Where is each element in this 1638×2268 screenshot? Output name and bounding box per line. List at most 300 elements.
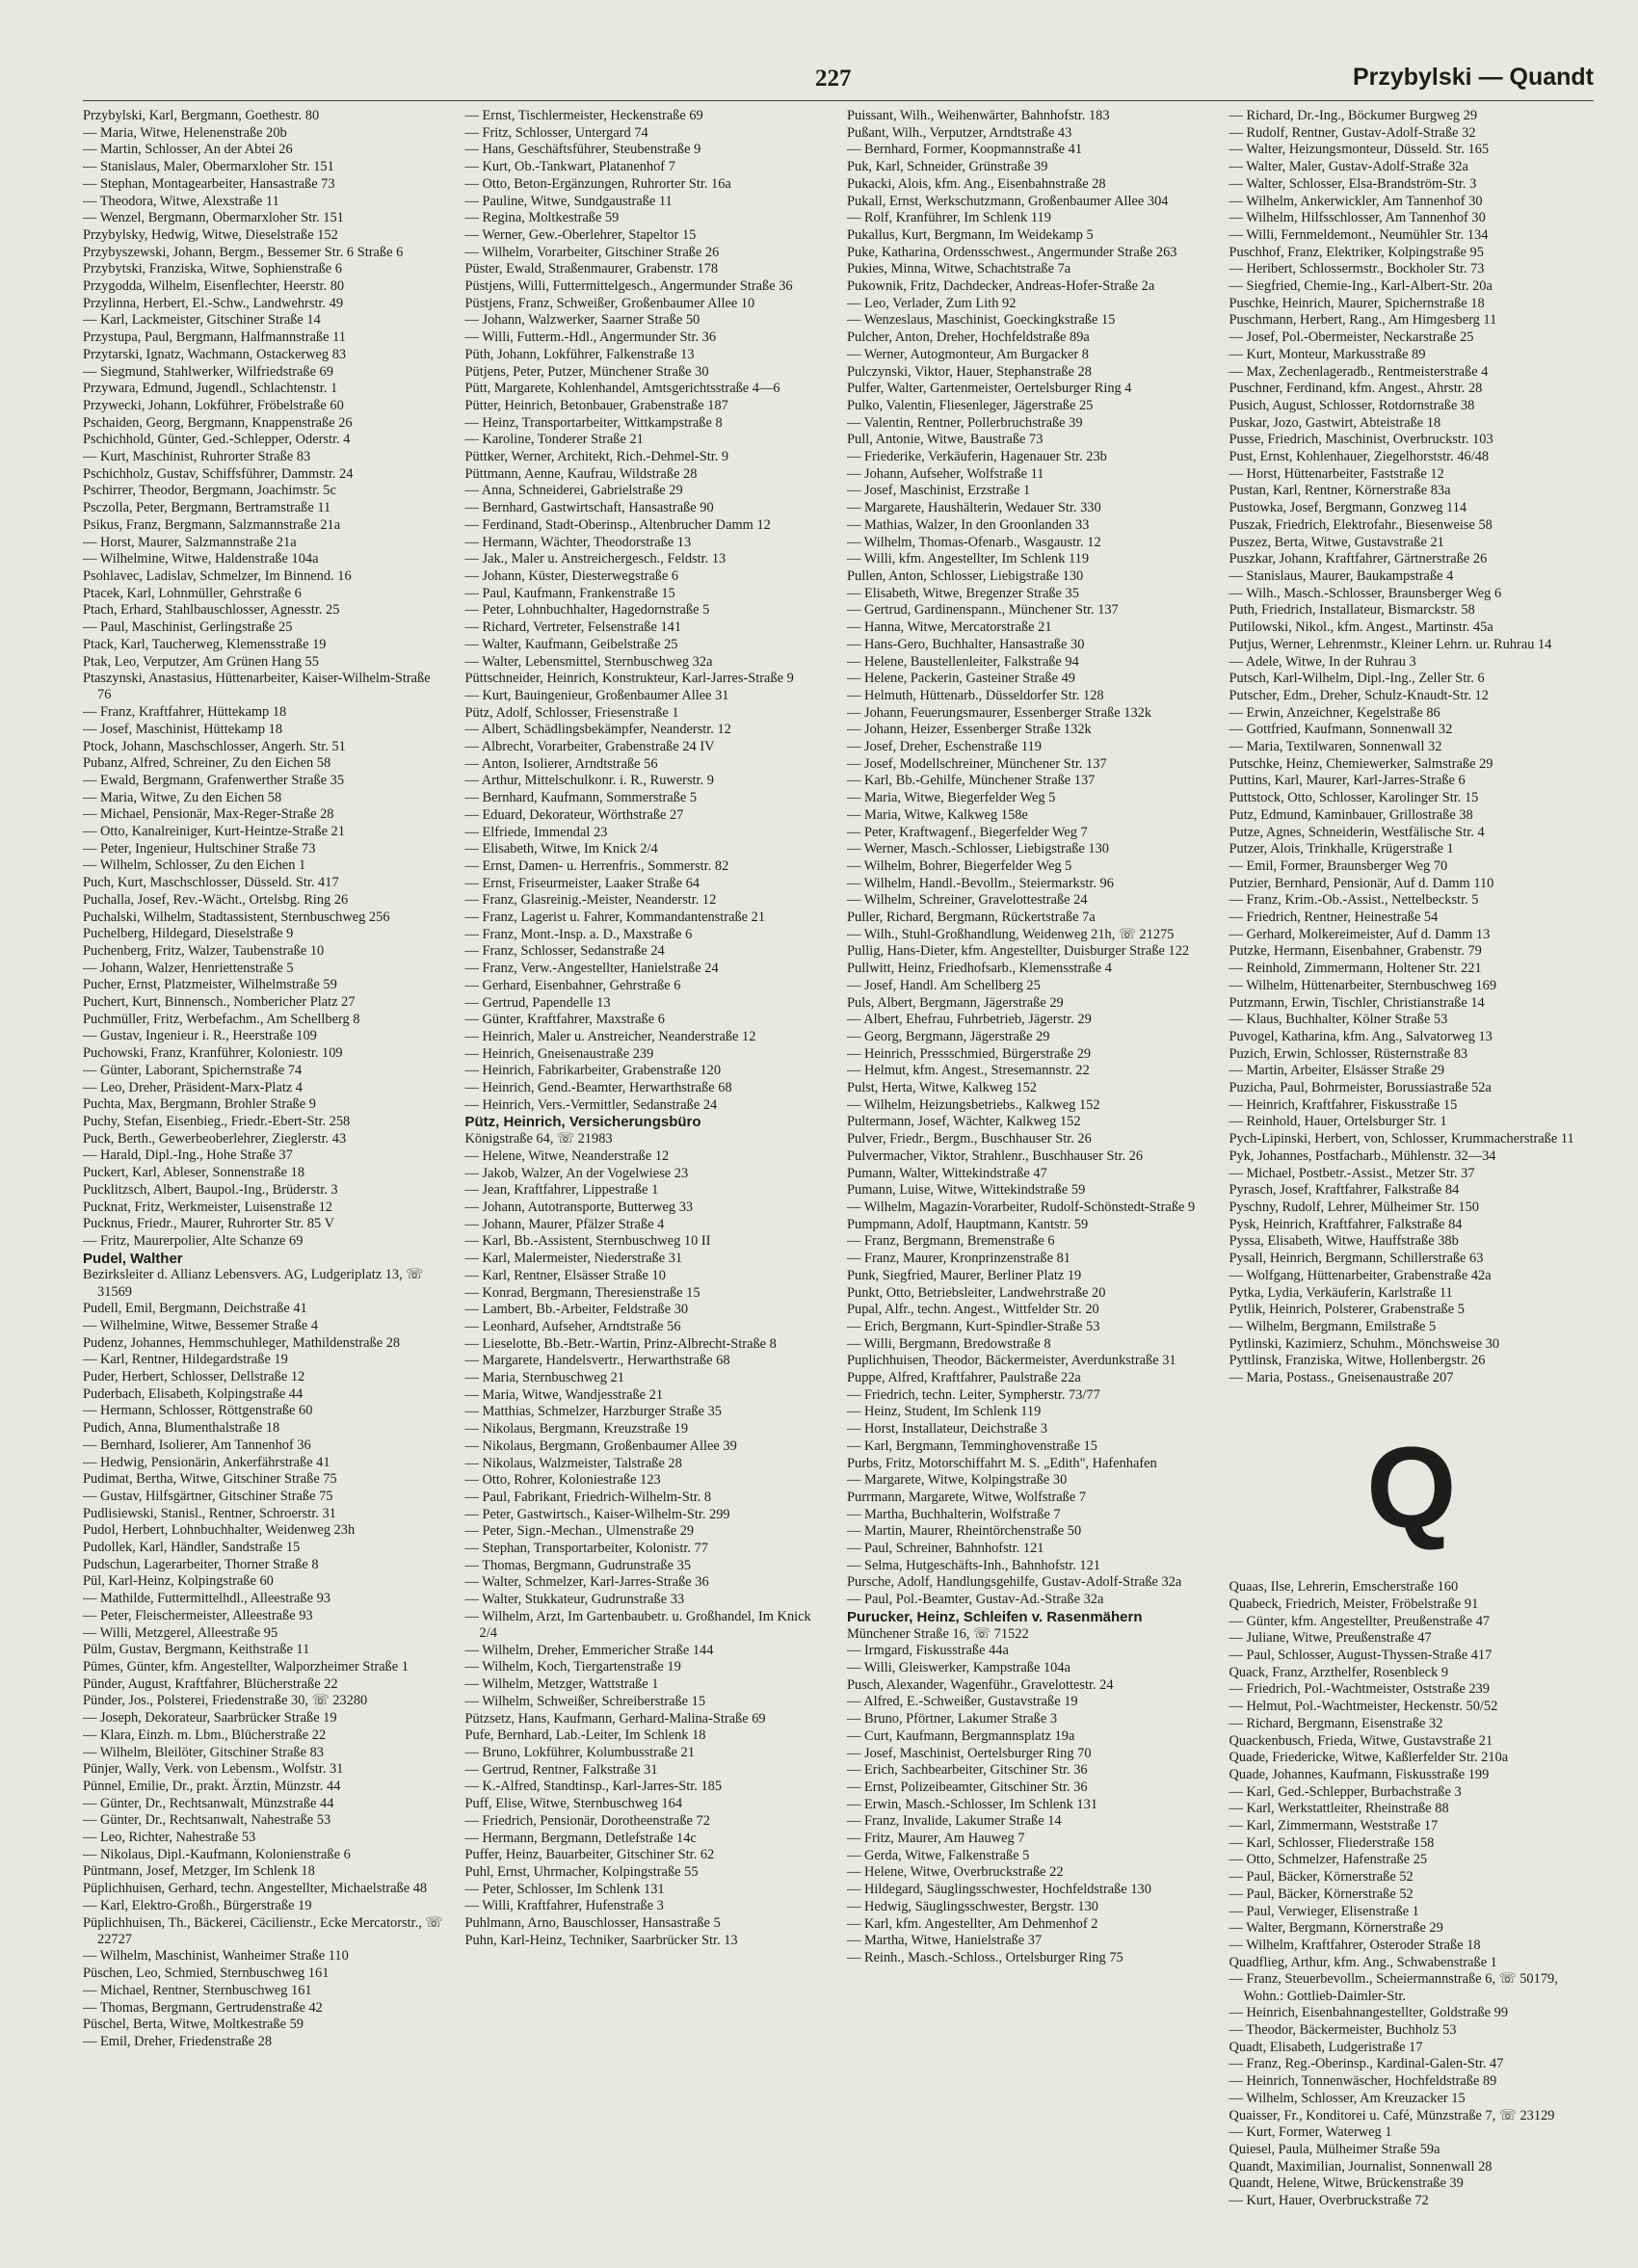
directory-entry: — Wilhelm, Maschinist, Wanheimer Straße 110 (83, 1948, 349, 1965)
directory-entry: Königstraße 64, ☏ 21983 (464, 1131, 613, 1147)
directory-entry: — Kurt, Ob.-Tankwart, Platanenhof 7 (464, 159, 675, 175)
directory-entry: — Peter, Ingenieur, Hultschiner Straße 73 (83, 840, 316, 857)
directory-entry: Pusse, Friedrich, Maschinist, Overbruckstr. 103 (1228, 432, 1493, 448)
columns (83, 108, 1594, 2210)
directory-entry: — Wilh., Stuhl-Großhandlung, Weidenweg 21h, ☏ 21275 (847, 926, 1175, 942)
directory-entry: — Heinrich, Gneisenaustraße 239 (464, 1045, 654, 1062)
directory-entry: — Walter, Lebensmittel, Sternbuschweg 32a (464, 653, 713, 670)
directory-entry: Pukownik, Fritz, Dachdecker, Andreas-Hofer-Straße 2a (847, 278, 1155, 295)
directory-entry: Pschichhold, Günter, Ged.-Schlepper, Oderstr. 4 (83, 432, 351, 448)
directory-entry: — Peter, Fleischermeister, Alleestraße 93 (83, 1607, 313, 1623)
directory-entry: Puzich, Erwin, Schlosser, Rüsternstraße 83 (1228, 1045, 1468, 1062)
directory-entry: Puckert, Karl, Ableser, Sonnenstraße 18 (83, 1165, 305, 1181)
directory-entry: — Bernhard, Isolierer, Am Tannenhof 36 (83, 1437, 311, 1453)
directory-entry: Quiesel, Paula, Mülheimer Straße 59a (1228, 2141, 1440, 2157)
directory-entry: — Nikolaus, Bergmann, Kreuzstraße 19 (464, 1421, 689, 1437)
directory-entry: — Helene, Witwe, Overbruckstraße 22 (847, 1864, 1064, 1881)
directory-entry: — Wilhelm, Handl.-Bevollm., Steiermarkstr. 96 (847, 875, 1114, 891)
directory-entry: Pünnel, Emilie, Dr., prakt. Ärztin, Münzstr. 44 (83, 1778, 341, 1794)
directory-entry: — Hans-Gero, Buchhalter, Hansastraße 30 (847, 636, 1085, 652)
directory-entry: Pukies, Minna, Witwe, Schachtstraße 7a (847, 261, 1071, 277)
directory-entry: — Willi, Fernmeldemont., Neumühler Str. 134 (1228, 226, 1489, 243)
directory-entry: — Josef, Pol.-Obermeister, Neckarstraße 25 (1228, 330, 1474, 346)
directory-entry: — Hedwig, Pensionärin, Ankerfährstraße 41 (83, 1454, 330, 1470)
directory-entry: — Friedrich, Pensionär, Dorotheenstraße 72 (464, 1812, 710, 1829)
directory-entry: — Karl, Ged.-Schlepper, Burbachstraße 3 (1228, 1783, 1462, 1800)
directory-entry: Püster, Ewald, Straßenmaurer, Grabenstr. 178 (464, 261, 719, 277)
directory-entry: Puchy, Stefan, Eisenbieg., Friedr.-Ebert-Str. 258 (83, 1113, 351, 1129)
directory-entry: — Reinhold, Hauer, Ortelsburger Str. 1 (1228, 1114, 1447, 1130)
directory-entry: — Friedrich, techn. Leiter, Sympherstr. 73/77 (847, 1386, 1100, 1403)
directory-entry: Pyrasch, Josef, Kraftfahrer, Falkstraße 84 (1228, 1182, 1460, 1199)
directory-entry: — Gertrud, Rentner, Falkstraße 31 (464, 1761, 658, 1778)
directory-entry: Putscher, Edm., Dreher, Schulz-Knaudt-Str. 12 (1228, 687, 1489, 703)
directory-entry: Pusch, Alexander, Wagenführ., Gravelottestr. 24 (847, 1676, 1114, 1693)
directory-entry: Püth, Johann, Lokführer, Falkenstraße 13 (464, 346, 695, 362)
directory-entry: Pusich, August, Schlosser, Rotdornstraße 38 (1228, 397, 1475, 413)
directory-entry: — Josef, Handl. Am Schellberg 25 (847, 977, 1041, 993)
directory-entry: Pullwitt, Heinz, Friedhofsarb., Klemensstraße 4 (847, 961, 1112, 977)
directory-entry: — Karl, Elektro-Großh., Bürgerstraße 19 (83, 1897, 312, 1913)
directory-entry: — Wilhelm, Bergmann, Emilstraße 5 (1228, 1318, 1437, 1334)
directory-entry: — Paul, Fabrikant, Friedrich-Wilhelm-Str. 8 (464, 1489, 712, 1505)
directory-entry: Puszez, Berta, Witwe, Gustavstraße 21 (1228, 534, 1444, 550)
directory-entry: — Hermann, Schlosser, Röttgenstraße 60 (83, 1403, 313, 1419)
directory-entry: Pütjens, Peter, Putzer, Münchener Straße 30 (464, 363, 709, 380)
directory-entry: Pudenz, Johannes, Hemmschuhleger, Mathildenstraße 28 (83, 1334, 401, 1351)
directory-entry: — Alfred, E.-Schweißer, Gustavstraße 19 (847, 1694, 1078, 1710)
directory-entry: Pubanz, Alfred, Schreiner, Zu den Eichen 58 (83, 755, 331, 772)
directory-entry: — Wolfgang, Hüttenarbeiter, Grabenstraße 42a (1228, 1267, 1492, 1283)
directory-entry: — Willi, Futterm.-Hdl., Angermunder Str. 36 (464, 330, 717, 346)
directory-entry: — Walter, Schlosser, Elsa-Brandström-Str. 3 (1228, 175, 1477, 192)
directory-entry: Puchelberg, Hildegard, Dieselstraße 9 (83, 926, 294, 942)
directory-entry: — Willi, Metzgerel, Alleestraße 95 (83, 1624, 278, 1641)
directory-entry: Pumpmann, Adolf, Hauptmann, Kantstr. 59 (847, 1216, 1089, 1232)
directory-entry: — Johann, Walzer, Henriettenstraße 5 (83, 960, 294, 976)
directory-entry: Putschke, Heinz, Chemiewerker, Salmstraße 29 (1228, 755, 1493, 772)
directory-entry: — Rudolf, Rentner, Gustav-Adolf-Straße 32 (1228, 124, 1476, 141)
directory-entry: Puff, Elise, Witwe, Sternbuschweg 164 (464, 1796, 683, 1812)
directory-entry: — Kurt, Hauer, Overbruckstraße 72 (1228, 2193, 1429, 2209)
directory-entry: Quabeck, Friedrich, Meister, Fröbelstraße 91 (1228, 1596, 1479, 1612)
directory-entry: — Gustav, Ingenieur i. R., Heerstraße 109 (83, 1028, 317, 1044)
directory-entry: — Paul, Schlosser, August-Thyssen-Straße 417 (1228, 1648, 1493, 1664)
directory-entry: — Maria, Witwe, Kalkweg 158e (847, 806, 1028, 823)
directory-entry: — Maria, Sternbuschweg 21 (464, 1370, 624, 1386)
directory-entry: Pschirrer, Theodor, Bergmann, Joachimstr. 5c (83, 483, 336, 499)
directory-entry: — Walter, Bergmann, Körnerstraße 29 (1228, 1920, 1443, 1937)
directory-entry: Putsch, Karl-Wilhelm, Dipl.-Ing., Zeller Str. 6 (1228, 671, 1485, 687)
directory-entry: Pucklitzsch, Albert, Baupol.-Ing., Brüderstr. 3 (83, 1181, 338, 1198)
directory-entry: — Franz, Kraftfahrer, Hüttekamp 18 (83, 704, 287, 721)
directory-entry: — Helmuth, Hüttenarb., Düsseldorfer Str. 128 (847, 687, 1104, 703)
directory-entry: — Walter, Kaufmann, Geibelstraße 25 (464, 636, 678, 652)
directory-entry: — Heinrich, Maler u. Anstreicher, Neanderstraße 12 (464, 1028, 756, 1044)
directory-entry: Pudol, Herbert, Lohnbuchhalter, Weidenweg 23h (83, 1522, 356, 1539)
directory-entry: — Reinh., Masch.-Schloss., Ortelsburger Ring 75 (847, 1949, 1123, 1965)
directory-entry: — Gerhard, Eisenbahner, Gehrstraße 6 (464, 977, 681, 993)
directory-entry: Puhl, Ernst, Uhrmacher, Kolpingstraße 55 (464, 1863, 699, 1880)
directory-entry: Pulvermacher, Viktor, Strahlenr., Buschhauser Str. 26 (847, 1147, 1144, 1164)
directory-entry: — Kurt, Former, Waterweg 1 (1228, 2124, 1392, 2141)
directory-entry: Pullig, Hans-Dieter, kfm. Angestellter, Duisburger Straße 122 (847, 943, 1190, 960)
directory-entry: Pütz, Adolf, Schlosser, Friesenstraße 1 (464, 704, 679, 721)
directory-entry: — Kurt, Maschinist, Ruhrorter Straße 83 (83, 449, 311, 465)
directory-entry: — Leonhard, Aufseher, Arndtstraße 56 (464, 1318, 681, 1334)
directory-entry: — Bernhard, Former, Koopmannstraße 41 (847, 142, 1083, 158)
directory-entry: Puschhof, Franz, Elektriker, Kolpingstraße 95 (1228, 244, 1484, 260)
directory-entry: Psikus, Franz, Bergmann, Salzmannstraße 21a (83, 516, 341, 533)
page-header (83, 54, 1594, 108)
directory-entry: Puchert, Kurt, Binnensch., Nombericher Platz 27 (83, 994, 356, 1011)
directory-entry: — Wenzeslaus, Maschinist, Goeckingkstraße 15 (847, 312, 1116, 329)
directory-entry: — Walter, Schmelzer, Karl-Jarres-Straße 36 (464, 1574, 709, 1591)
directory-entry: Puskar, Jozo, Gastwirt, Abteistraße 18 (1228, 414, 1441, 431)
directory-entry: Putz, Edmund, Kaminbauer, Grillostraße 38 (1228, 806, 1473, 823)
directory-entry: Purucker, Heinz, Schleifen v. Rasenmähern (847, 1608, 1143, 1625)
directory-entry: — Karl, Zimmermann, Weststraße 17 (1228, 1818, 1439, 1834)
directory-entry: — Theodora, Witwe, Alexstraße 11 (83, 193, 279, 209)
column-4 (1229, 108, 1595, 2210)
directory-entry: Przybylsky, Hedwig, Witwe, Dieselstraße 152 (83, 226, 338, 243)
directory-entry: Puderbach, Elisabeth, Kolpingstraße 44 (83, 1385, 304, 1402)
directory-entry: — Paul, Schreiner, Bahnhofstr. 121 (847, 1541, 1044, 1557)
directory-entry: — Wilhelmine, Witwe, Bessemer Straße 4 (83, 1317, 319, 1333)
directory-entry: Ptach, Erhard, Stahlbauschlosser, Agnesstr. 25 (83, 602, 340, 619)
directory-entry: — Maria, Witwe, Helenenstraße 20b (83, 124, 287, 141)
directory-entry: — Josef, Maschinist, Hüttekamp 18 (83, 721, 283, 737)
directory-entry: — Karl, Schlosser, Fliederstraße 158 (1228, 1834, 1435, 1851)
directory-entry: — Theodor, Bäckermeister, Buchholz 53 (1228, 2022, 1457, 2039)
directory-entry: — Erwin, Masch.-Schlosser, Im Schlenk 131 (847, 1796, 1098, 1812)
directory-entry: Pullen, Anton, Schlosser, Liebigstraße 130 (847, 567, 1084, 584)
directory-entry: — Otto, Rohrer, Koloniestraße 123 (464, 1472, 661, 1489)
directory-entry: Pülm, Gustav, Bergmann, Keithstraße 11 (83, 1642, 310, 1658)
directory-entry: — Walter, Maler, Gustav-Adolf-Straße 32a (1228, 159, 1468, 175)
directory-entry: — Curt, Kaufmann, Bergmannsplatz 19a (847, 1727, 1075, 1744)
directory-entry: — Franz, Bergmann, Bremenstraße 6 (847, 1233, 1055, 1250)
directory-entry: — Friederike, Verkäuferin, Hagenauer Str. 23b (847, 449, 1107, 465)
directory-entry: — Wilhelm, Bohrer, Biegerfelder Weg 5 (847, 857, 1072, 874)
directory-entry: Bezirksleiter d. Allianz Lebensvers. AG, Ludgeriplatz 13, ☏ 31569 (83, 1267, 424, 1300)
directory-entry: — Otto, Beton-Ergänzungen, Ruhrorter Str. 16a (464, 175, 731, 192)
directory-entry: Pultermann, Josef, Wächter, Kalkweg 152 (847, 1114, 1081, 1130)
directory-entry: Püplichhuisen, Gerhard, techn. Angestellter, Michaelstraße 48 (83, 1881, 428, 1897)
directory-entry: — Siegfried, Chemie-Ing., Karl-Albert-Str. 20a (1228, 278, 1493, 295)
directory-entry: — Peter, Sign.-Mechan., Ulmenstraße 29 (464, 1523, 695, 1540)
directory-entry: — Wenzel, Bergmann, Obermarxloher Str. 151 (83, 210, 344, 226)
directory-entry: — Paul, Maschinist, Gerlingstraße 25 (83, 620, 293, 636)
directory-entry: — Günter, Dr., Rechtsanwalt, Münzstraße 44 (83, 1795, 334, 1811)
directory-entry: — Heinrich, Pressschmied, Bürgerstraße 29 (847, 1045, 1092, 1062)
directory-entry: Putzke, Hermann, Eisenbahner, Grabenstr. 79 (1228, 943, 1482, 960)
directory-entry: Pyschny, Rudolf, Lehrer, Mülheimer Str. 150 (1228, 1200, 1479, 1215)
directory-entry: — Bruno, Pförtner, Lakumer Straße 3 (847, 1711, 1058, 1727)
directory-entry: — Günter, Kraftfahrer, Maxstraße 6 (464, 1012, 665, 1028)
directory-entry: — Wilhelm, Ankerwickler, Am Tannenhof 30 (1228, 193, 1483, 209)
directory-entry: — Lambert, Bb.-Arbeiter, Feldstraße 30 (464, 1302, 689, 1318)
directory-entry: — Ernst, Tischlermeister, Heckenstraße 69 (464, 108, 703, 123)
directory-entry: Pumann, Walter, Wittekindstraße 47 (847, 1165, 1047, 1181)
directory-entry: Pudimat, Bertha, Witwe, Gitschiner Straße 75 (83, 1471, 337, 1488)
directory-entry: — Erich, Sachbearbeiter, Gitschiner Str. 36 (847, 1762, 1088, 1779)
directory-entry: — Kurt, Monteur, Markusstraße 89 (1228, 346, 1426, 362)
directory-entry: — Ernst, Friseurmeister, Laaker Straße 64 (464, 875, 700, 891)
directory-entry: — Gustav, Hilfsgärtner, Gitschiner Straße 75 (83, 1488, 333, 1504)
directory-entry: — Johann, Autotransporte, Butterweg 33 (464, 1200, 694, 1215)
directory-entry: Puttstock, Otto, Schlosser, Karolinger Str. 15 (1228, 790, 1479, 806)
directory-entry: — Kurt, Bauingenieur, Großenbaumer Allee 31 (464, 687, 729, 703)
directory-entry: Pümes, Günter, kfm. Angestellter, Walporzheimer Straße 1 (83, 1658, 409, 1675)
directory-entry: — Otto, Kanalreiniger, Kurt-Heintze-Straße 21 (83, 824, 345, 840)
directory-entry: Purbs, Fritz, Motorschiffahrt M. S. „Edith", Hafenhafen (847, 1455, 1157, 1471)
directory-entry: — Günter, Dr., Rechtsanwalt, Nahestraße 53 (83, 1812, 331, 1829)
directory-entry: Püttker, Werner, Architekt, Rich.-Dehmel-Str. 9 (464, 449, 729, 465)
directory-entry: — Harald, Dipl.-Ing., Hohe Straße 37 (83, 1147, 293, 1164)
directory-entry: Pytlinski, Kazimierz, Schuhm., Mönchsweise 30 (1228, 1335, 1500, 1352)
directory-entry: — Jakob, Walzer, An der Vogelwiese 23 (464, 1165, 689, 1181)
directory-entry: — Heribert, Schlossermstr., Bockholer Str. 73 (1228, 261, 1485, 277)
directory-entry: — Matthias, Schmelzer, Harzburger Straße 35 (464, 1404, 723, 1420)
directory-entry: — Thomas, Bergmann, Gertrudenstraße 42 (83, 1999, 323, 2016)
directory-entry: Pytka, Lydia, Verkäuferin, Karlstraße 11 (1228, 1284, 1453, 1301)
directory-entry: Pützsetz, Hans, Kaufmann, Gerhard-Malina-Straße 69 (464, 1710, 766, 1727)
directory-entry: Puhn, Karl-Heinz, Techniker, Saarbrücker Str. 13 (464, 1932, 738, 1948)
directory-entry: — Regina, Moltkestraße 59 (464, 210, 620, 226)
directory-entry: — Erich, Bergmann, Kurt-Spindler-Straße 53 (847, 1318, 1100, 1334)
directory-entry: — Leo, Dreher, Präsident-Marx-Platz 4 (83, 1079, 304, 1095)
directory-entry: — Bernhard, Kaufmann, Sommerstraße 5 (464, 790, 698, 806)
directory-entry: — Heinrich, Vers.-Vermittler, Sedanstraße 24 (464, 1096, 718, 1113)
directory-entry: — Wilhelm, Bleilöter, Gitschiner Straße 83 (83, 1744, 324, 1760)
directory-entry: Pünder, Jos., Polsterei, Friedenstraße 30, ☏ 23280 (83, 1693, 368, 1709)
directory-entry: — Irmgard, Fiskusstraße 44a (847, 1643, 1009, 1659)
directory-entry: — Jak., Maler u. Anstreichergesch., Feldstr. 13 (464, 551, 727, 567)
directory-entry: Przygodda, Wilhelm, Eisenflechter, Heerstr. 80 (83, 278, 345, 295)
directory-entry: — Wilhelm, Schreiner, Gravelottestraße 24 (847, 892, 1088, 909)
directory-entry: Pukall, Ernst, Werkschutzmann, Großenbaumer Allee 304 (847, 193, 1169, 209)
directory-entry: — Franz, Glasreinig.-Meister, Neanderstr. 12 (464, 892, 717, 909)
directory-entry: — Wilhelm, Magazin-Vorarbeiter, Rudolf-Schönstedt-Straße 9 (847, 1200, 1196, 1215)
directory-entry: — Hildegard, Säuglingsschwester, Hochfeldstraße 130 (847, 1882, 1151, 1898)
directory-entry: — Johann, Aufseher, Wolfstraße 11 (847, 465, 1044, 482)
directory-entry: — Hanna, Witwe, Mercatorstraße 21 (847, 620, 1052, 636)
directory-entry: — Klaus, Buchhalter, Kölner Straße 53 (1228, 1012, 1448, 1028)
directory-entry: Ptaszynski, Anastasius, Hüttenarbeiter, Kaiser-Wilhelm-Straße 76 (83, 671, 431, 703)
directory-entry: — Wilhelm, Schlosser, Am Kreuzacker 15 (1228, 2090, 1466, 2106)
directory-entry: — Wilhelm, Hilfsschlosser, Am Tannenhof 30 (1228, 210, 1486, 226)
directory-entry: Pulko, Valentin, Fliesenleger, Jägerstraße 25 (847, 397, 1094, 413)
directory-entry: — Martha, Buchhalterin, Wolfstraße 7 (847, 1506, 1061, 1522)
directory-entry: Püschel, Berta, Witwe, Moltkestraße 59 (83, 2017, 304, 2033)
directory-entry: Pül, Karl-Heinz, Kolpingstraße 60 (83, 1573, 274, 1590)
directory-entry: Putzer, Alois, Trinkhalle, Krügerstraße 1 (1228, 841, 1454, 857)
directory-entry: Quade, Johannes, Kaufmann, Fiskusstraße 199 (1228, 1766, 1490, 1782)
directory-entry: — Johann, Heizer, Essenberger Straße 132k (847, 722, 1092, 738)
directory-entry: — Heinrich, Gend.-Beamter, Herwarthstraße 68 (464, 1080, 732, 1096)
directory-entry: Pudschun, Lagerarbeiter, Thorner Straße 8 (83, 1556, 319, 1572)
directory-entry: Püschen, Leo, Schmied, Sternbuschweg 161 (83, 1965, 330, 1982)
directory-entry: — Hedwig, Säuglingsschwester, Bergstr. 130 (847, 1898, 1098, 1914)
directory-entry: Puszak, Friedrich, Elektrofahr., Biesenweise 58 (1228, 516, 1493, 533)
directory-entry: Pustowka, Josef, Bergmann, Gonzweg 114 (1228, 500, 1467, 516)
directory-entry: — Otto, Schmelzer, Hafenstraße 25 (1228, 1852, 1428, 1868)
directory-entry: — Willi, Bergmann, Bredowstraße 8 (847, 1335, 1051, 1352)
directory-entry: Pyk, Johannes, Postfacharb., Mühlenstr. 32—34 (1228, 1147, 1496, 1164)
directory-entry: — Josef, Maschinist, Erzstraße 1 (847, 483, 1031, 499)
directory-entry: — Arthur, Mittelschulkonr. i. R., Ruwerstr. 9 (464, 773, 714, 789)
directory-entry: Putilowski, Nikol., kfm. Angest., Martinstr. 45a (1228, 620, 1493, 636)
directory-entry: Pursche, Adolf, Handlungsgehilfe, Gustav-Adolf-Straße 32a (847, 1574, 1182, 1591)
directory-entry: — Karl, Bergmann, Temminghovenstraße 15 (847, 1437, 1097, 1454)
directory-entry: — Gottfried, Kaufmann, Sonnenwall 32 (1228, 722, 1453, 738)
directory-entry: — Willi, Gleiswerker, Kampstraße 104a (847, 1659, 1070, 1675)
directory-entry: — Max, Zechenlageradb., Rentmeisterstraße 4 (1228, 363, 1489, 380)
directory-entry: — Hans, Geschäftsführer, Steubenstraße 9 (464, 142, 701, 158)
directory-entry: Przybylski, Karl, Bergmann, Goethestr. 80 (83, 108, 320, 123)
directory-entry: — Michael, Postbetr.-Assist., Metzer Str. 37 (1228, 1165, 1475, 1181)
directory-entry: — Karl, Malermeister, Niederstraße 31 (464, 1251, 683, 1267)
directory-entry: — Maria, Witwe, Wandjesstraße 21 (464, 1386, 664, 1403)
directory-entry: — Richard, Dr.-Ing., Böckumer Burgweg 29 (1228, 108, 1478, 123)
directory-entry: Pytlik, Heinrich, Polsterer, Grabenstraße 5 (1228, 1302, 1465, 1318)
directory-entry: — Werner, Masch.-Schlosser, Liebigstraße 130 (847, 841, 1109, 857)
directory-entry: — Karl, Werkstattleiter, Rheinstraße 88 (1228, 1801, 1449, 1817)
directory-entry: — Leo, Verlader, Zum Lith 92 (847, 295, 1017, 311)
column-2 (465, 108, 831, 2210)
directory-entry: — Gertrud, Papendelle 13 (464, 994, 611, 1011)
directory-entry: — Walter, Heizungsmonteur, Düsseld. Str. 165 (1228, 142, 1490, 158)
directory-entry: Quackenbusch, Frieda, Witwe, Gustavstraße 21 (1228, 1732, 1493, 1749)
directory-entry: — Gerda, Witwe, Falkenstraße 5 (847, 1847, 1030, 1863)
directory-entry: — Gerhard, Molkereimeister, Auf d. Damm 13 (1228, 926, 1491, 942)
directory-entry: — Selma, Hutgeschäfts-Inh., Bahnhofstr. 121 (847, 1557, 1100, 1573)
directory-entry: — Wilhelm, Kraftfahrer, Osteroder Straße 18 (1228, 1938, 1481, 1953)
directory-entry: — Ernst, Damen- u. Herrenfris., Sommerstr. 82 (464, 857, 729, 874)
directory-entry: — Stephan, Transportarbeiter, Kolonistr. 77 (464, 1541, 708, 1557)
directory-entry: Psohlavec, Ladislav, Schmelzer, Im Binnend. 16 (83, 567, 352, 584)
directory-entry: — Martin, Arbeiter, Elsässer Straße 29 (1228, 1063, 1445, 1079)
directory-entry: Püntmann, Josef, Metzger, Im Schlenk 18 (83, 1863, 315, 1880)
directory-entry: Pünder, August, Kraftfahrer, Blücherstraße 22 (83, 1675, 338, 1692)
directory-entry: Pütter, Heinrich, Betonbauer, Grabenstraße 187 (464, 397, 728, 413)
directory-entry: — Michael, Pensionär, Max-Reger-Straße 28 (83, 806, 334, 823)
directory-entry: — Hermann, Bergmann, Detlefstraße 14c (464, 1830, 697, 1846)
directory-entry: Putjus, Werner, Lehrenmstr., Kleiner Lehrn. ur. Ruhrau 14 (1228, 636, 1552, 652)
directory-entry: Puzicha, Paul, Bohrmeister, Borussiastraße 52a (1228, 1080, 1492, 1096)
directory-entry: — Franz, Invalide, Lakumer Straße 14 (847, 1813, 1062, 1830)
directory-entry: Puttins, Karl, Maurer, Karl-Jarres-Straße 6 (1228, 773, 1466, 789)
directory-entry: — Walter, Stukkateur, Gudrunstraße 33 (464, 1592, 685, 1608)
directory-entry: — Nikolaus, Bergmann, Großenbaumer Allee 39 (464, 1437, 737, 1454)
directory-entry: — Josef, Maschinist, Oertelsburger Ring 70 (847, 1745, 1092, 1761)
directory-entry: Pumann, Luise, Witwe, Wittekindstraße 59 (847, 1182, 1086, 1199)
directory-entry: Przywara, Edmund, Jugendl., Schlachtenstr. 1 (83, 381, 338, 397)
section-letter: Q (1366, 1423, 1457, 1553)
column-3 (847, 108, 1212, 2210)
directory-entry: Puppe, Alfred, Kraftfahrer, Paulstraße 22a (847, 1370, 1081, 1386)
directory-entry: — Peter, Lohnbuchhalter, Hagedornstraße 5 (464, 602, 710, 619)
directory-entry: Puhlmann, Arno, Bauschlosser, Hansastraße 5 (464, 1915, 721, 1932)
directory-entry: — Wilhelm, Hüttenarbeiter, Sternbuschweg 169 (1228, 977, 1497, 993)
directory-entry: — Werner, Autogmonteur, Am Burgacker 8 (847, 346, 1089, 362)
directory-entry: — Margarete, Handelsvertr., Herwarthstraße 68 (464, 1353, 730, 1369)
directory-entry: — Martin, Schlosser, An der Abtei 26 (83, 142, 293, 158)
directory-entry: Pschaiden, Georg, Bergmann, Knappenstraße 26 (83, 414, 353, 431)
directory-entry: — Klara, Einzh. m. Lbm., Blücherstraße 22 (83, 1727, 327, 1743)
directory-entry: Pudel, Walther (83, 1250, 183, 1267)
directory-entry: Püstjens, Franz, Schweißer, Großenbaumer Allee 10 (464, 295, 755, 311)
directory-entry: — Maria, Postass., Gneisenaustraße 207 (1228, 1370, 1454, 1386)
directory-entry: — Wilhelm, Arzt, Im Gartenbaubetr. u. Großhandel, Im Knick 2/4 (464, 1608, 811, 1642)
directory-entry: — Wilhelm, Koch, Tiergartenstraße 19 (464, 1659, 681, 1675)
directory-entry: — Erwin, Anzeichner, Kegelstraße 86 (1228, 704, 1440, 721)
directory-entry: — Franz, Reg.-Oberinsp., Kardinal-Galen-Str. 47 (1228, 2056, 1504, 2072)
directory-entry: — Bruno, Lokführer, Kolumbusstraße 21 (464, 1745, 695, 1760)
directory-entry: — Paul, Kaufmann, Frankenstraße 15 (464, 585, 675, 601)
directory-entry: — Wilhelm, Dreher, Emmericher Straße 144 (464, 1642, 714, 1658)
directory-entry: Pust, Ernst, Kohlenhauer, Ziegelhorststr. 46/48 (1228, 449, 1490, 465)
directory-entry: Quadt, Elisabeth, Ludgeristraße 17 (1228, 2039, 1423, 2055)
directory-entry: — Emil, Dreher, Friedenstraße 28 (83, 2033, 273, 2049)
directory-entry: — Mathias, Walzer, In den Groonlanden 33 (847, 516, 1090, 533)
directory-entry: — Willi, Kraftfahrer, Hufenstraße 3 (464, 1898, 664, 1914)
directory-entry: — Horst, Maurer, Salzmannstraße 21a (83, 534, 297, 550)
directory-entry: Püplichhuisen, Th., Bäckerei, Cäcilienstr., Ecke Mercatorstr., ☏ 22727 (83, 1914, 443, 1947)
directory-entry: — Valentin, Rentner, Pollerbruchstraße 39 (847, 414, 1083, 431)
directory-entry: — K.-Alfred, Standtinsp., Karl-Jarres-Str. 185 (464, 1779, 723, 1795)
directory-entry: — Paul, Bäcker, Körnerstraße 52 (1228, 1869, 1413, 1886)
directory-entry: Puplichhuisen, Theodor, Bäckermeister, Averdunkstraße 31 (847, 1353, 1176, 1369)
directory-entry: — Karl, Bb.-Gehilfe, Münchener Straße 137 (847, 773, 1096, 789)
directory-entry: — Georg, Bergmann, Jägerstraße 29 (847, 1028, 1050, 1044)
directory-entry: Pukallus, Kurt, Bergmann, Im Weidekamp 5 (847, 226, 1094, 243)
directory-entry: — Horst, Installateur, Deichstraße 3 (847, 1421, 1048, 1437)
directory-entry: — Josef, Dreher, Eschenstraße 119 (847, 739, 1042, 755)
directory-entry: Puschmann, Herbert, Rang., Am Himgesberg 11 (1228, 312, 1497, 329)
directory-entry: — Joseph, Dekorateur, Saarbrücker Straße 19 (83, 1710, 337, 1727)
directory-entry: Pudollek, Karl, Händler, Sandstraße 15 (83, 1540, 301, 1556)
directory-entry: — Heinrich, Eisenbahnangestellter, Goldstraße 99 (1228, 2005, 1509, 2021)
directory-entry: — Adele, Witwe, In der Ruhrau 3 (1228, 653, 1416, 670)
directory-entry: — Elisabeth, Witwe, Im Knick 2/4 (464, 841, 658, 857)
directory-entry: — Horst, Hüttenarbeiter, Faststraße 12 (1228, 465, 1444, 482)
directory-entry: — Johann, Küster, Diesterwegstraße 6 (464, 567, 679, 584)
directory-entry: Puchowski, Franz, Kranführer, Koloniestr. 109 (83, 1045, 343, 1062)
directory-entry: — Albert, Ehefrau, Fuhrbetrieb, Jägerstr. 29 (847, 1012, 1092, 1028)
directory-entry: — Peter, Schlosser, Im Schlenk 131 (464, 1881, 665, 1897)
directory-entry: Pyssa, Elisabeth, Witwe, Hauffstraße 38b (1228, 1233, 1459, 1250)
directory-entry: Przystupa, Paul, Bergmann, Halfmannstraße 11 (83, 330, 346, 346)
page-number: 227 (815, 66, 852, 92)
directory-entry: Purrmann, Margarete, Witwe, Wolfstraße 7 (847, 1489, 1087, 1505)
directory-entry: Puchalla, Josef, Rev.-Wächt., Ortelsbg. Ring 26 (83, 891, 349, 908)
directory-entry: — Johann, Maurer, Pfälzer Straße 4 (464, 1216, 665, 1232)
directory-entry: Pulver, Friedr., Bergm., Buschhauser Str. 26 (847, 1131, 1092, 1147)
directory-entry: Pudell, Emil, Bergmann, Deichstraße 41 (83, 1301, 307, 1317)
directory-entry: — Helmut, Pol.-Wachtmeister, Heckenstr. 50/52 (1228, 1699, 1498, 1715)
directory-entry: — Josef, Modellschreiner, Münchener Str. 137 (847, 755, 1107, 772)
directory-entry: Puth, Friedrich, Installateur, Bismarckstr. 58 (1228, 602, 1475, 619)
column-1 (83, 108, 448, 2210)
directory-entry: — Heinz, Student, Im Schlenk 119 (847, 1404, 1042, 1420)
directory-entry: Quack, Franz, Arzthelfer, Rosenbleck 9 (1228, 1664, 1449, 1680)
directory-entry: — Peter, Kraftwagenf., Biegerfelder Weg 7 (847, 824, 1088, 840)
directory-entry: — Maria, Textilwaren, Sonnenwall 32 (1228, 739, 1442, 755)
directory-entry: — Pauline, Witwe, Sundgaustraße 11 (464, 193, 673, 209)
directory-entry: — Stanislaus, Maler, Obermarxloher Str. 151 (83, 159, 334, 175)
